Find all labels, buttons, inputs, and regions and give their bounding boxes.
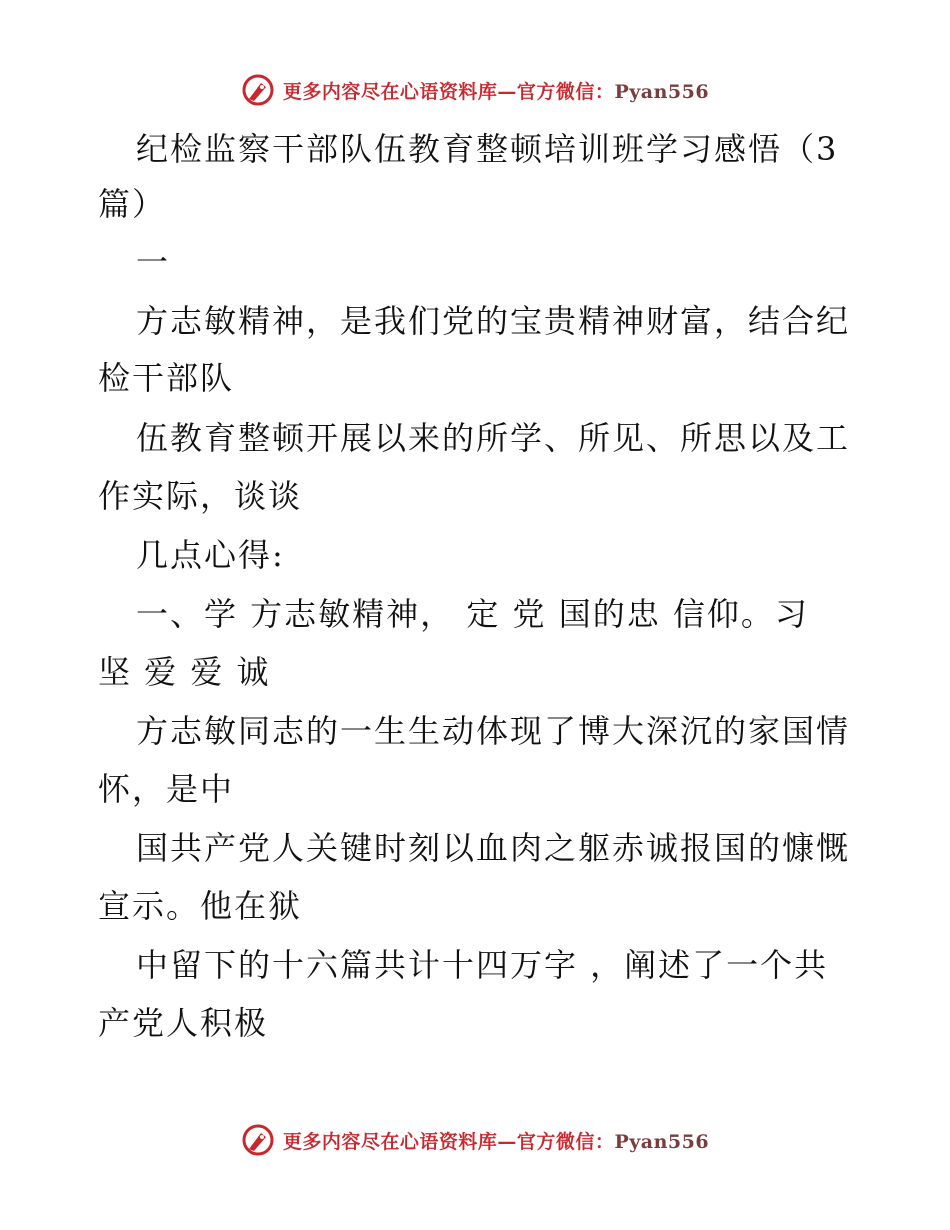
doc-title-line-2: 篇） xyxy=(98,185,167,223)
watermark-text: 更多内容尽在心语资料库—官方微信：Pyan556 xyxy=(282,80,710,103)
paragraph-line: 怀，是中 xyxy=(98,770,235,808)
paragraph-line: 方志敏精神，是我们党的宝贵精神财富，结合纪 xyxy=(136,302,851,340)
paragraph-line: 伍教育整顿开展以来的所学、所见、所思以及工 xyxy=(136,419,851,457)
doc-title-line-1: 纪检监察干部队伍教育整顿培训班学习感悟（3 xyxy=(136,130,839,168)
paragraph-line: 中留下的十六篇共计十四万字 ，阐述了一个共 xyxy=(136,946,829,984)
paragraph-line: 几点心得: xyxy=(136,536,285,574)
header-watermark xyxy=(0,70,950,110)
heading-line: 坚 爱 爱 诚 xyxy=(98,653,271,691)
section-number: 一 xyxy=(136,243,171,281)
paragraph-line: 宣示。他在狱 xyxy=(98,887,303,925)
paragraph-line: 作实际，谈谈 xyxy=(98,477,303,515)
watermark-text: 更多内容尽在心语资料库—官方微信：Pyan556 xyxy=(282,1130,710,1153)
pen-nib-circle-icon xyxy=(241,73,275,107)
footer-watermark xyxy=(0,1120,950,1160)
heading-line: 一、学 方志敏精神， 定 党 国的忠 信仰。习 xyxy=(136,595,809,633)
paragraph-line: 检干部队 xyxy=(98,359,235,397)
paragraph-line: 方志敏同志的一生生动体现了博大深沉的家国情 xyxy=(136,712,851,750)
paragraph-line: 产党人积极 xyxy=(98,1004,269,1042)
pen-nib-circle-icon xyxy=(241,1123,275,1157)
paragraph-line: 国共产党人关键时刻以血肉之躯赤诚报国的慷慨 xyxy=(136,829,851,867)
